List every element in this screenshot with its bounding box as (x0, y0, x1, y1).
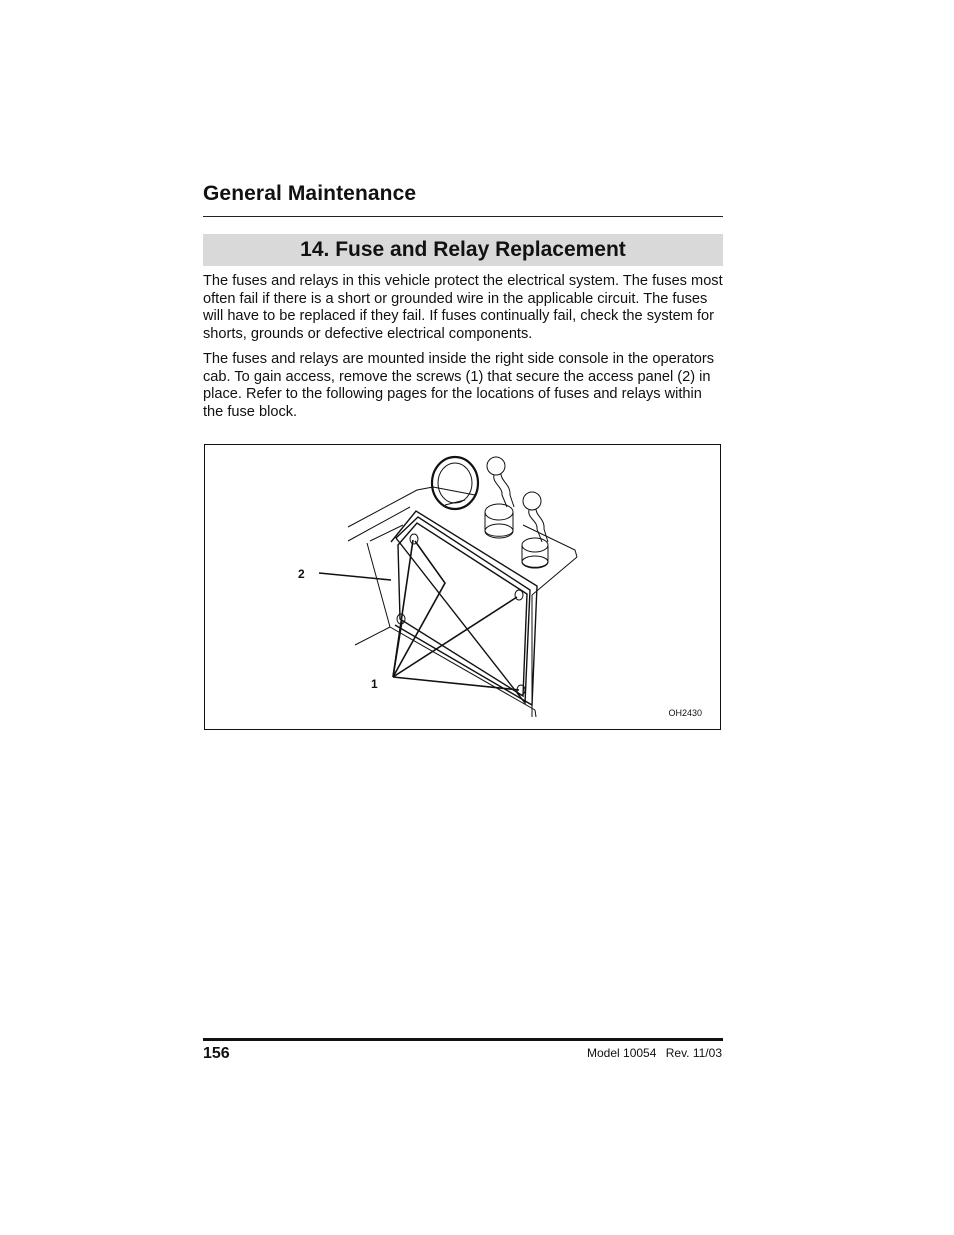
joystick-left-icon (485, 457, 514, 538)
page-number: 156 (203, 1045, 230, 1062)
revision-date: Rev. 11/03 (665, 1046, 722, 1060)
page-header (203, 182, 723, 206)
joystick-right-icon (522, 492, 548, 568)
callout-screws: 1 (371, 677, 378, 691)
gauge-icon (432, 457, 478, 509)
header-divider (203, 216, 723, 217)
paragraph-fuse-intro: The fuses and relays in this vehicle protect the electrical system. The fuses most often fail if there is a short or grounded wire in the applicable circuit. The fuses will have to be replaced if they fail. If fuses continually fail, check the system for shorts, grounds or defective electrical components. (203, 273, 723, 342)
footer-divider (203, 1038, 723, 1041)
paragraph-access-instructions: The fuses and relays are mounted inside the right side console in the operators cab. To gain access, remove the screws (1) that secure the access panel (2) in place. Refer to the following pages for the locations of fuses and relays within the fuse block. (203, 351, 715, 420)
console-illustration (205, 445, 722, 731)
model-number: Model 10054 (587, 1046, 657, 1060)
callout-access-panel: 2 (298, 567, 305, 581)
console-access-panel-figure (204, 444, 721, 730)
section-heading-bar (203, 234, 723, 266)
figure-id: OH2430 (668, 708, 702, 718)
section-title: 14. Fuse and Relay Replacement (300, 238, 626, 261)
footer-meta (581, 1046, 722, 1060)
page-title: General Maintenance (203, 182, 417, 205)
